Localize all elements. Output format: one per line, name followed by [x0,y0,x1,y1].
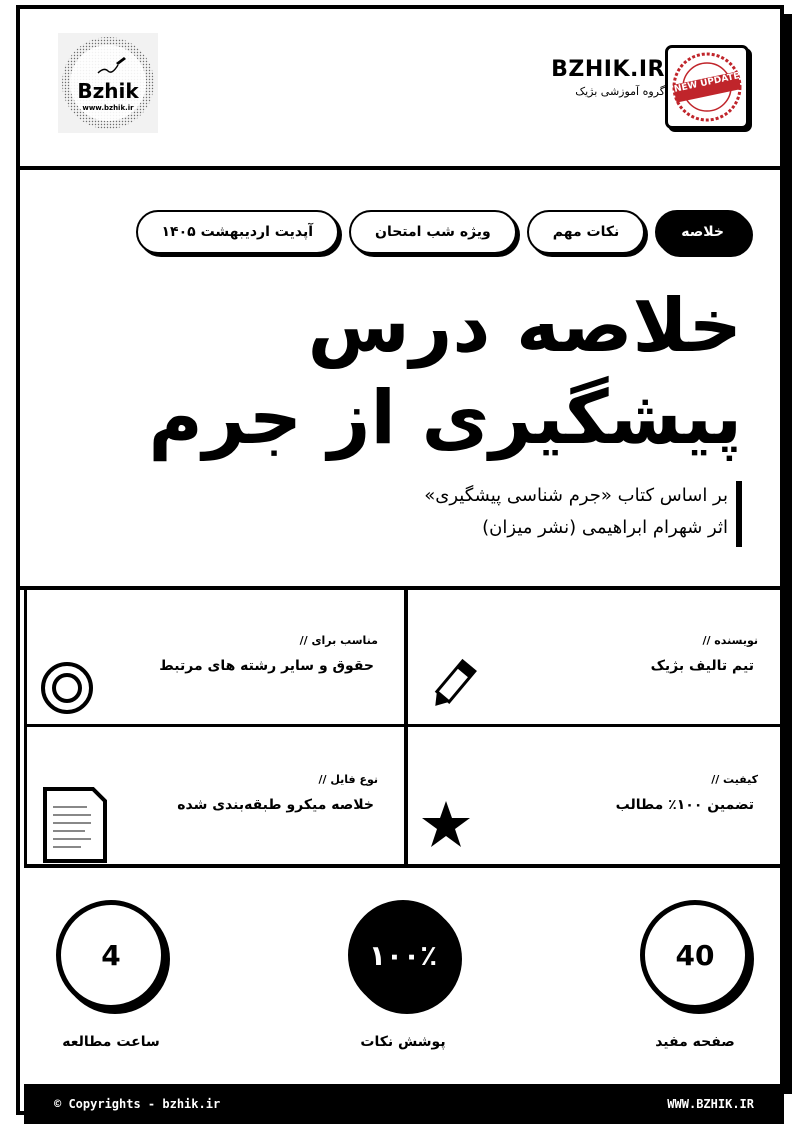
stat-coverage-label: پوشش نکات [360,1034,446,1050]
tag-exam-night[interactable]: ویژه شب امتحان [349,210,517,254]
title-line-2: پیشگیری از جرم [148,375,742,461]
filetype-label: نوع فایل // [318,773,378,786]
stat-hours-label: ساعت مطالعه [62,1034,160,1050]
document-icon [41,785,111,865]
audience-label: مناسب برای // [299,634,378,647]
new-update-stamp [665,45,749,129]
stat-coverage-value: ۱۰۰٪ [348,900,458,1010]
tag-key-points[interactable]: نکات مهم [527,210,646,254]
subtitle-line-2: اثر شهرام ابراهیمی (نشر میزان) [482,517,728,538]
author-label: نویسنده // [702,634,758,647]
header-divider [20,166,784,170]
info-author [408,590,784,724]
stat-pages [635,900,755,1050]
target-icon [39,660,95,716]
filetype-value: خلاصه میکرو طبقه‌بندی شده [177,797,374,813]
tag-summary[interactable]: خلاصه [655,210,750,254]
stamp-text: NEW UPDATE [673,71,741,95]
star-icon [418,797,474,853]
tag-update-date[interactable]: آپدیت اردیبهشت ۱۴۰۵ [136,210,339,254]
logo-text: Bzhik [77,79,139,103]
tag-row [150,210,750,258]
audience-value: حقوق و سایر رشته های مرتبط [159,658,374,674]
subtitle-line-1: بر اساس کتاب «جرم شناسی پیشگیری» [424,485,728,506]
subtitle [208,480,728,544]
brand-name[interactable]: BZHIK.IR [551,57,665,82]
logo-url: www.bzhik.ir [82,104,134,112]
stat-hours [51,900,171,1050]
info-audience [27,590,404,724]
stat-coverage [343,900,463,1050]
stat-hours-value: 4 [56,900,166,1010]
page-title [122,280,742,464]
header [20,9,780,167]
brand-block [490,57,665,98]
pencil-icon [422,656,482,716]
stat-pages-value: 40 [640,900,750,1010]
footer [24,1084,784,1124]
footer-copyright: © Copyrights - bzhik.ir [54,1097,221,1111]
quality-label: کیفیت // [711,773,758,786]
info-quality [408,727,784,864]
footer-site-link[interactable]: WWW.BZHIK.IR [667,1097,754,1111]
frame-shadow [784,14,792,1094]
subtitle-accent-bar [736,481,742,547]
quality-value: تضمین ۱۰۰٪ مطالب [615,797,754,813]
author-value: تیم تالیف بژیک [650,658,754,674]
stat-pages-label: صفحه مفید [655,1034,735,1050]
brand-subtitle: گروه آموزشی بژیک [575,85,665,98]
title-line-1: خلاصه درس [307,283,742,369]
bzhik-logo [58,33,158,133]
info-filetype [27,727,404,864]
